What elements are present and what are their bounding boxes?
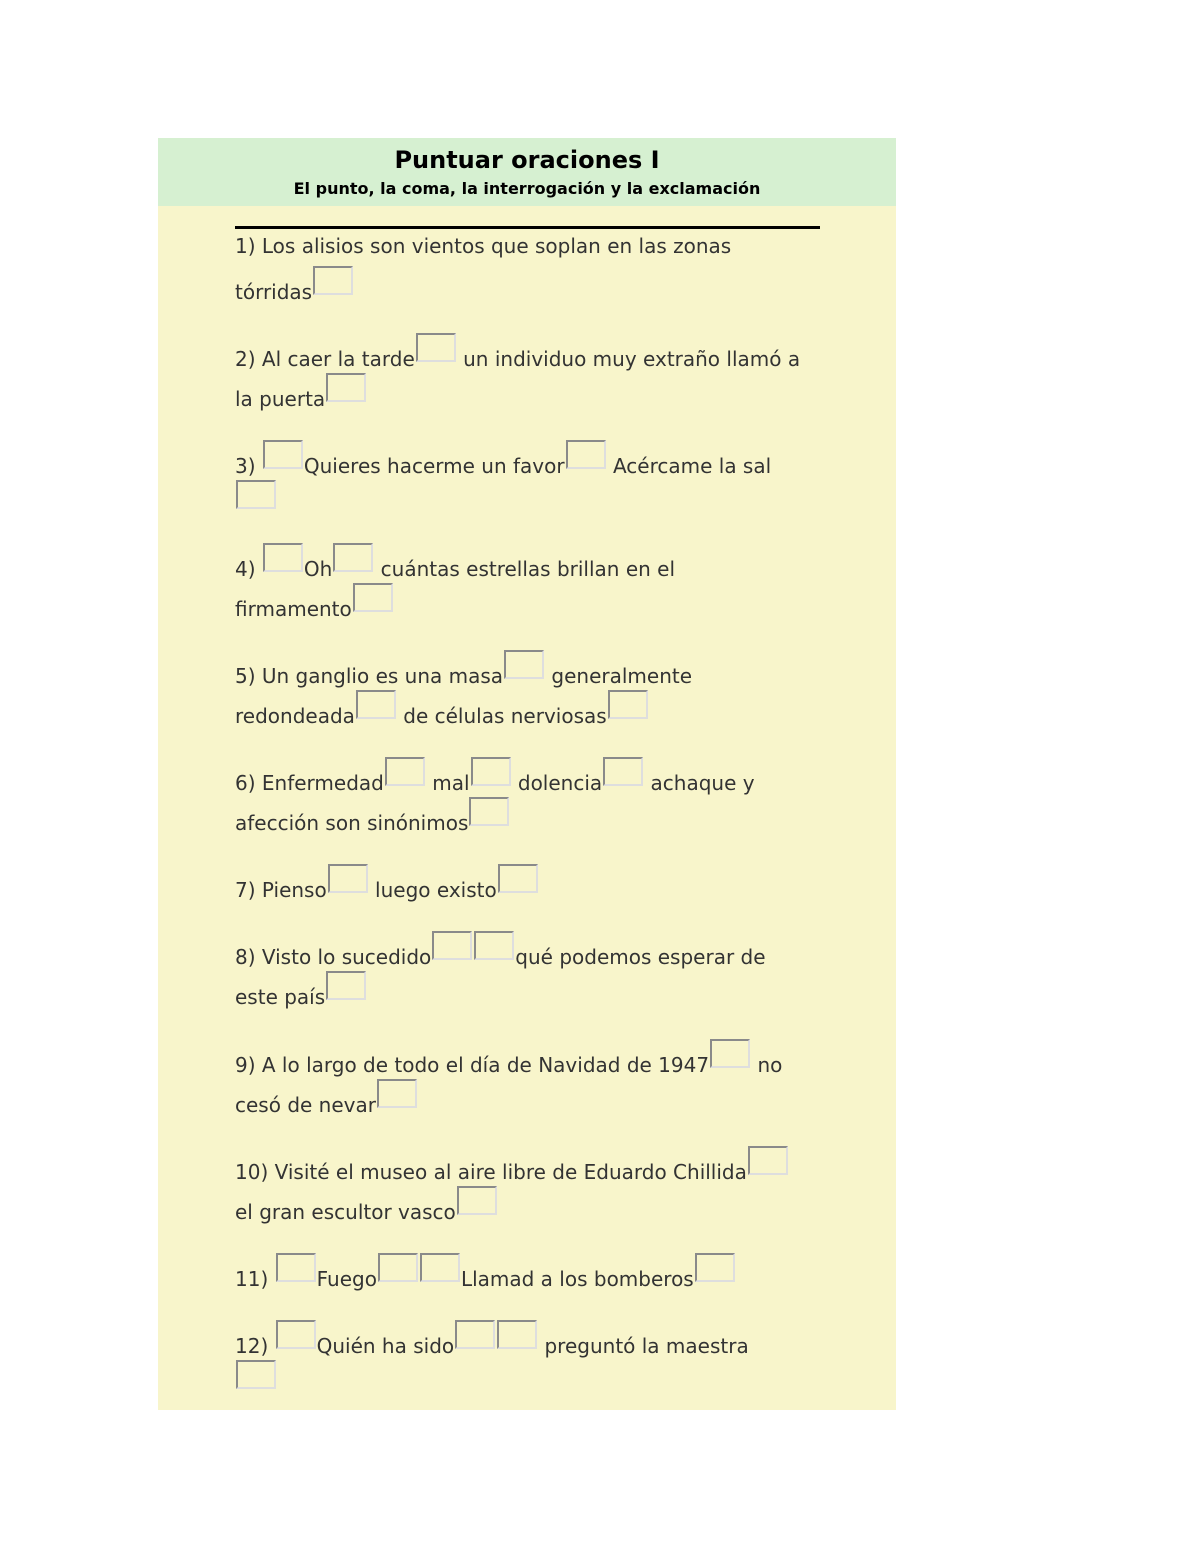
question-11: 11) Fuego Llamad a los bomberos bbox=[235, 1253, 835, 1293]
punctuation-box[interactable] bbox=[455, 1320, 495, 1349]
punctuation-box[interactable] bbox=[385, 757, 425, 786]
punctuation-box[interactable] bbox=[377, 1079, 417, 1108]
page-subtitle: El punto, la coma, la interrogación y la exclamación bbox=[293, 179, 761, 198]
punctuation-box[interactable] bbox=[566, 440, 606, 469]
punctuation-box[interactable] bbox=[378, 1253, 418, 1282]
page-title: Puntuar oraciones I bbox=[394, 146, 660, 174]
punctuation-box[interactable] bbox=[471, 757, 511, 786]
question-8: 8) Visto lo sucedido qué podemos esperar de este país bbox=[235, 931, 835, 1011]
question-7: 7) Pienso luego existo bbox=[235, 864, 835, 904]
punctuation-box[interactable] bbox=[326, 971, 366, 1000]
question-3: 3) Quieres hacerme un favor Acércame la sal bbox=[235, 440, 835, 520]
punctuation-box[interactable] bbox=[504, 650, 544, 679]
punctuation-box[interactable] bbox=[469, 797, 509, 826]
question-6: 6) Enfermedad mal dolencia achaque y afección son sinónimos bbox=[235, 757, 835, 837]
punctuation-box[interactable] bbox=[420, 1253, 460, 1282]
punctuation-box[interactable] bbox=[236, 1360, 276, 1389]
question-9: 9) A lo largo de todo el día de Navidad de 1947 no cesó de nevar bbox=[235, 1039, 835, 1119]
punctuation-box[interactable] bbox=[263, 543, 303, 572]
question-10: 10) Visité el museo al aire libre de Eduardo Chillida el gran escultor vasco bbox=[235, 1146, 835, 1226]
question-4: 4) Oh cuántas estrellas brillan en el firmamento bbox=[235, 543, 835, 623]
question-1: 1) Los alisios son vientos que soplan en las zonas tórridas bbox=[235, 234, 732, 304]
punctuation-box[interactable] bbox=[276, 1320, 316, 1349]
punctuation-box[interactable] bbox=[416, 333, 456, 362]
punctuation-box[interactable] bbox=[263, 440, 303, 469]
punctuation-box[interactable] bbox=[353, 583, 393, 612]
punctuation-box[interactable] bbox=[498, 864, 538, 893]
punctuation-box[interactable] bbox=[497, 1320, 537, 1349]
question-2: 2) Al caer la tarde un individuo muy extraño llamó a la puerta bbox=[235, 333, 835, 413]
punctuation-box[interactable] bbox=[276, 1253, 316, 1282]
question-5: 5) Un ganglio es una masa generalmente redondeada de células nerviosas bbox=[235, 650, 835, 730]
punctuation-box[interactable] bbox=[236, 480, 276, 509]
punctuation-box[interactable] bbox=[608, 690, 648, 719]
punctuation-box[interactable] bbox=[328, 864, 368, 893]
punctuation-box[interactable] bbox=[457, 1186, 497, 1215]
question-12: 12) Quién ha sido preguntó la maestra bbox=[235, 1320, 835, 1400]
punctuation-box[interactable] bbox=[333, 543, 373, 572]
punctuation-box[interactable] bbox=[710, 1039, 750, 1068]
header-band bbox=[158, 138, 896, 206]
punctuation-box[interactable] bbox=[326, 373, 366, 402]
punctuation-box[interactable] bbox=[313, 266, 353, 295]
exercise-sheet bbox=[158, 138, 896, 1410]
punctuation-box[interactable] bbox=[695, 1253, 735, 1282]
punctuation-box[interactable] bbox=[432, 931, 472, 960]
punctuation-box[interactable] bbox=[356, 690, 396, 719]
punctuation-box[interactable] bbox=[474, 931, 514, 960]
punctuation-box[interactable] bbox=[603, 757, 643, 786]
punctuation-box[interactable] bbox=[748, 1146, 788, 1175]
